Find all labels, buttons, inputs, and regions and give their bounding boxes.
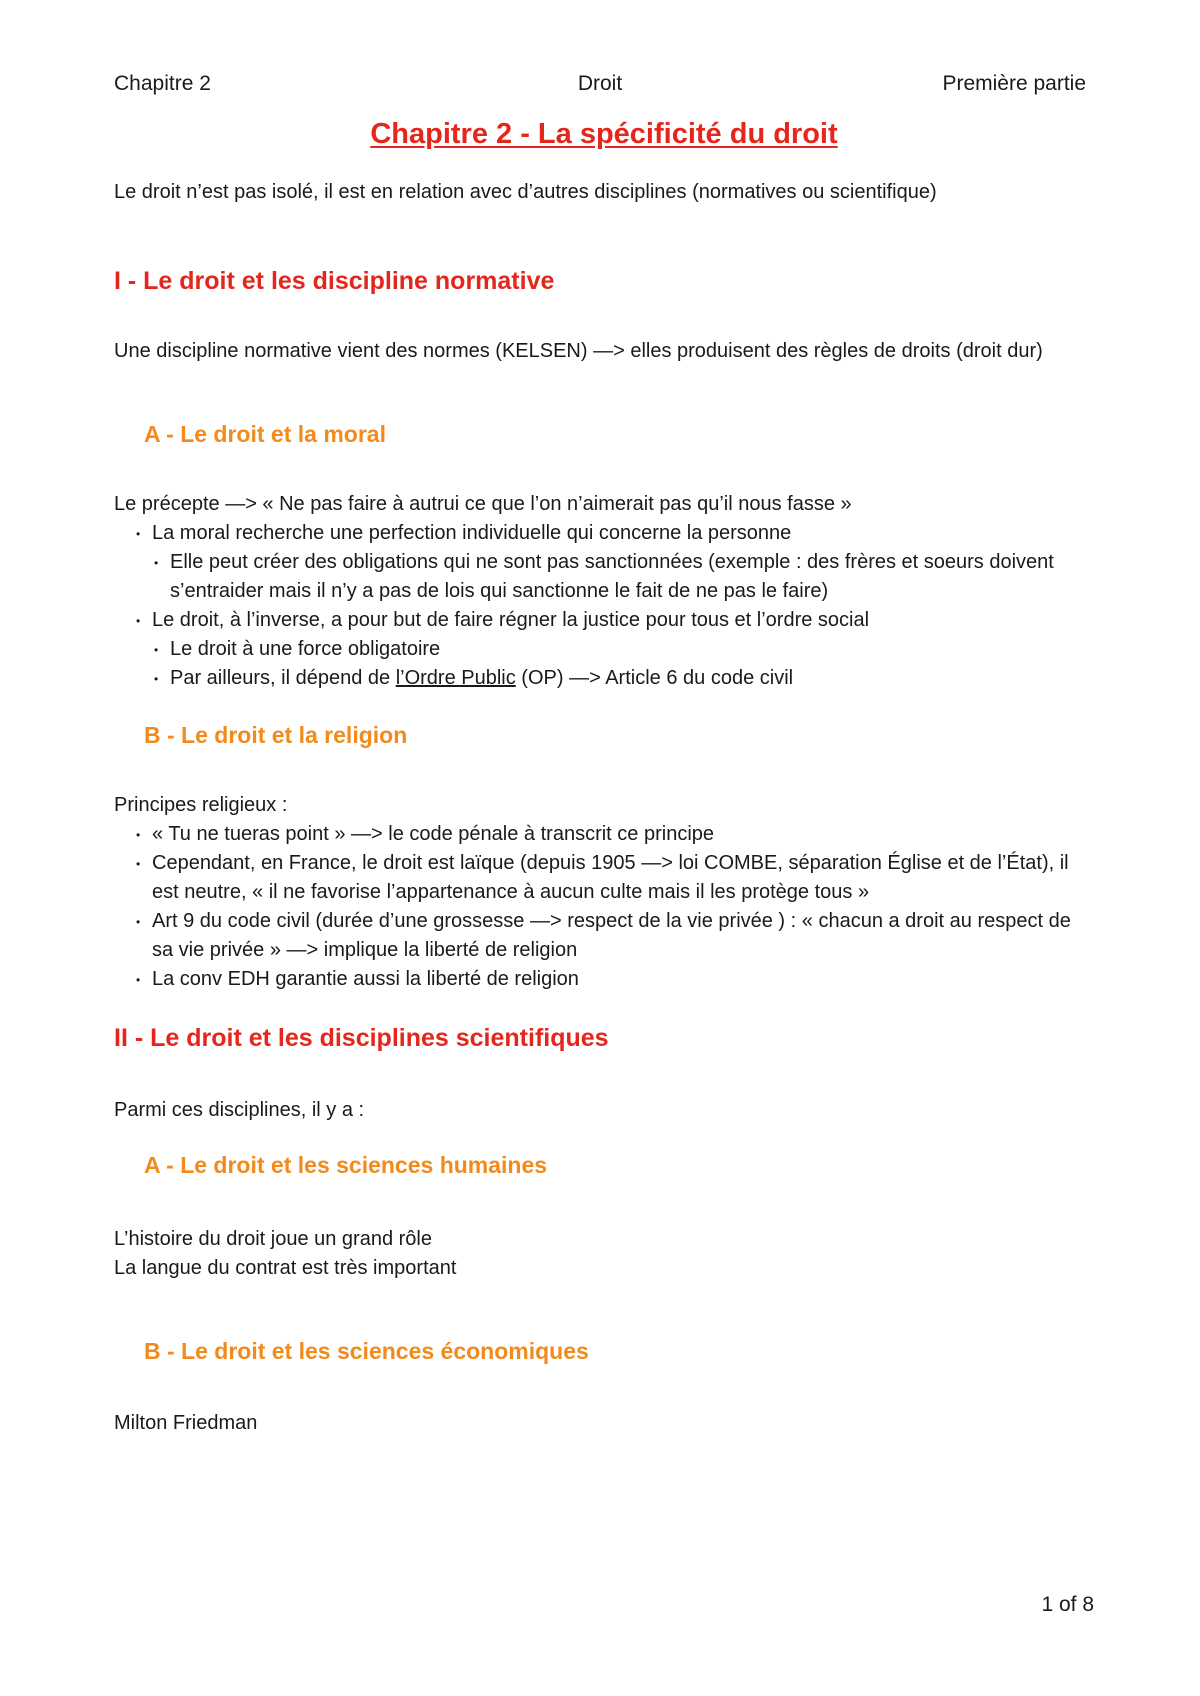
section-1-heading: I - Le droit et les discipline normative: [114, 267, 555, 295]
section-2-heading: II - Le droit et les disciplines scientifiques: [114, 1024, 609, 1052]
section-1a-lead: Le précepte —> « Ne pas faire à autrui ce que l’on n’aimerait pas qu’il nous fasse »: [114, 493, 852, 515]
list-item: • Elle peut créer des obligations qui ne sont pas sanctionnées (exemple : des frères et soeurs doivent s’entraider mais il n’y a pas de lois qui sanctionne le fait de ne pas le faire): [114, 548, 1094, 606]
page-header: [114, 72, 1086, 102]
section-1b-heading: B - Le droit et la religion: [144, 722, 408, 748]
list-item: • Le droit à une force obligatoire: [114, 635, 1094, 664]
section-1b-lead: Principes religieux :: [114, 794, 288, 816]
list-item: [114, 664, 1094, 693]
header-right: Première partie: [942, 72, 1086, 95]
list-item-text: Par ailleurs, il dépend de: [170, 667, 396, 689]
section-1a-list: [114, 519, 1094, 693]
section-2-paragraph: Parmi ces disciplines, il y a :: [114, 1099, 365, 1121]
section-2b-paragraph: Milton Friedman: [114, 1412, 258, 1434]
list-item: • La moral recherche une perfection individuelle qui concerne la personne: [114, 519, 1094, 548]
section-1-paragraph: Une discipline normative vient des normes (KELSEN) —> elles produisent des règles de droits (droit dur): [114, 340, 1043, 362]
document-title: Chapitre 2 - La spécificité du droit: [370, 118, 838, 150]
section-1b-list: [114, 820, 1094, 994]
section-2b-heading: B - Le droit et les sciences économiques: [144, 1338, 589, 1364]
ordre-public-link[interactable]: l’Ordre Public: [395, 667, 516, 689]
header-left: Chapitre 2: [114, 72, 211, 95]
list-item-text: (OP) —> Article 6 du code civil: [515, 667, 794, 689]
list-item: • La conv EDH garantie aussi la liberté de religion: [114, 965, 1094, 994]
list-item: • Art 9 du code civil (durée d’une grossesse —> respect de la vie privée ) : « chacun a droit au respect de sa vie privée » —> implique la liberté de religion: [114, 907, 1094, 965]
header-center: Droit: [577, 72, 623, 95]
list-item: • Le droit, à l’inverse, a pour but de faire régner la justice pour tous et l’ordre social: [114, 606, 1094, 635]
intro-paragraph: Le droit n’est pas isolé, il est en relation avec d’autres disciplines (normatives ou scientifique): [114, 181, 937, 203]
document-body: [114, 116, 1094, 1438]
list-item: • Cependant, en France, le droit est laïque (depuis 1905 —> loi COMBE, séparation Église et de l’État), il est neutre, « il ne favorise l’appartenance à aucun culte mais il les protège tous »: [114, 849, 1094, 907]
section-2a-heading: A - Le droit et les sciences humaines: [144, 1152, 548, 1178]
list-item: • « Tu ne tueras point » —> le code pénale à transcrit ce principe: [114, 820, 1094, 849]
section-2a-line-1: L’histoire du droit joue un grand rôle: [114, 1228, 432, 1250]
section-2a-line-2: La langue du contrat est très important: [114, 1257, 457, 1279]
section-1a-heading: A - Le droit et la moral: [144, 421, 386, 447]
page-number: 1 of 8: [1041, 1593, 1094, 1616]
